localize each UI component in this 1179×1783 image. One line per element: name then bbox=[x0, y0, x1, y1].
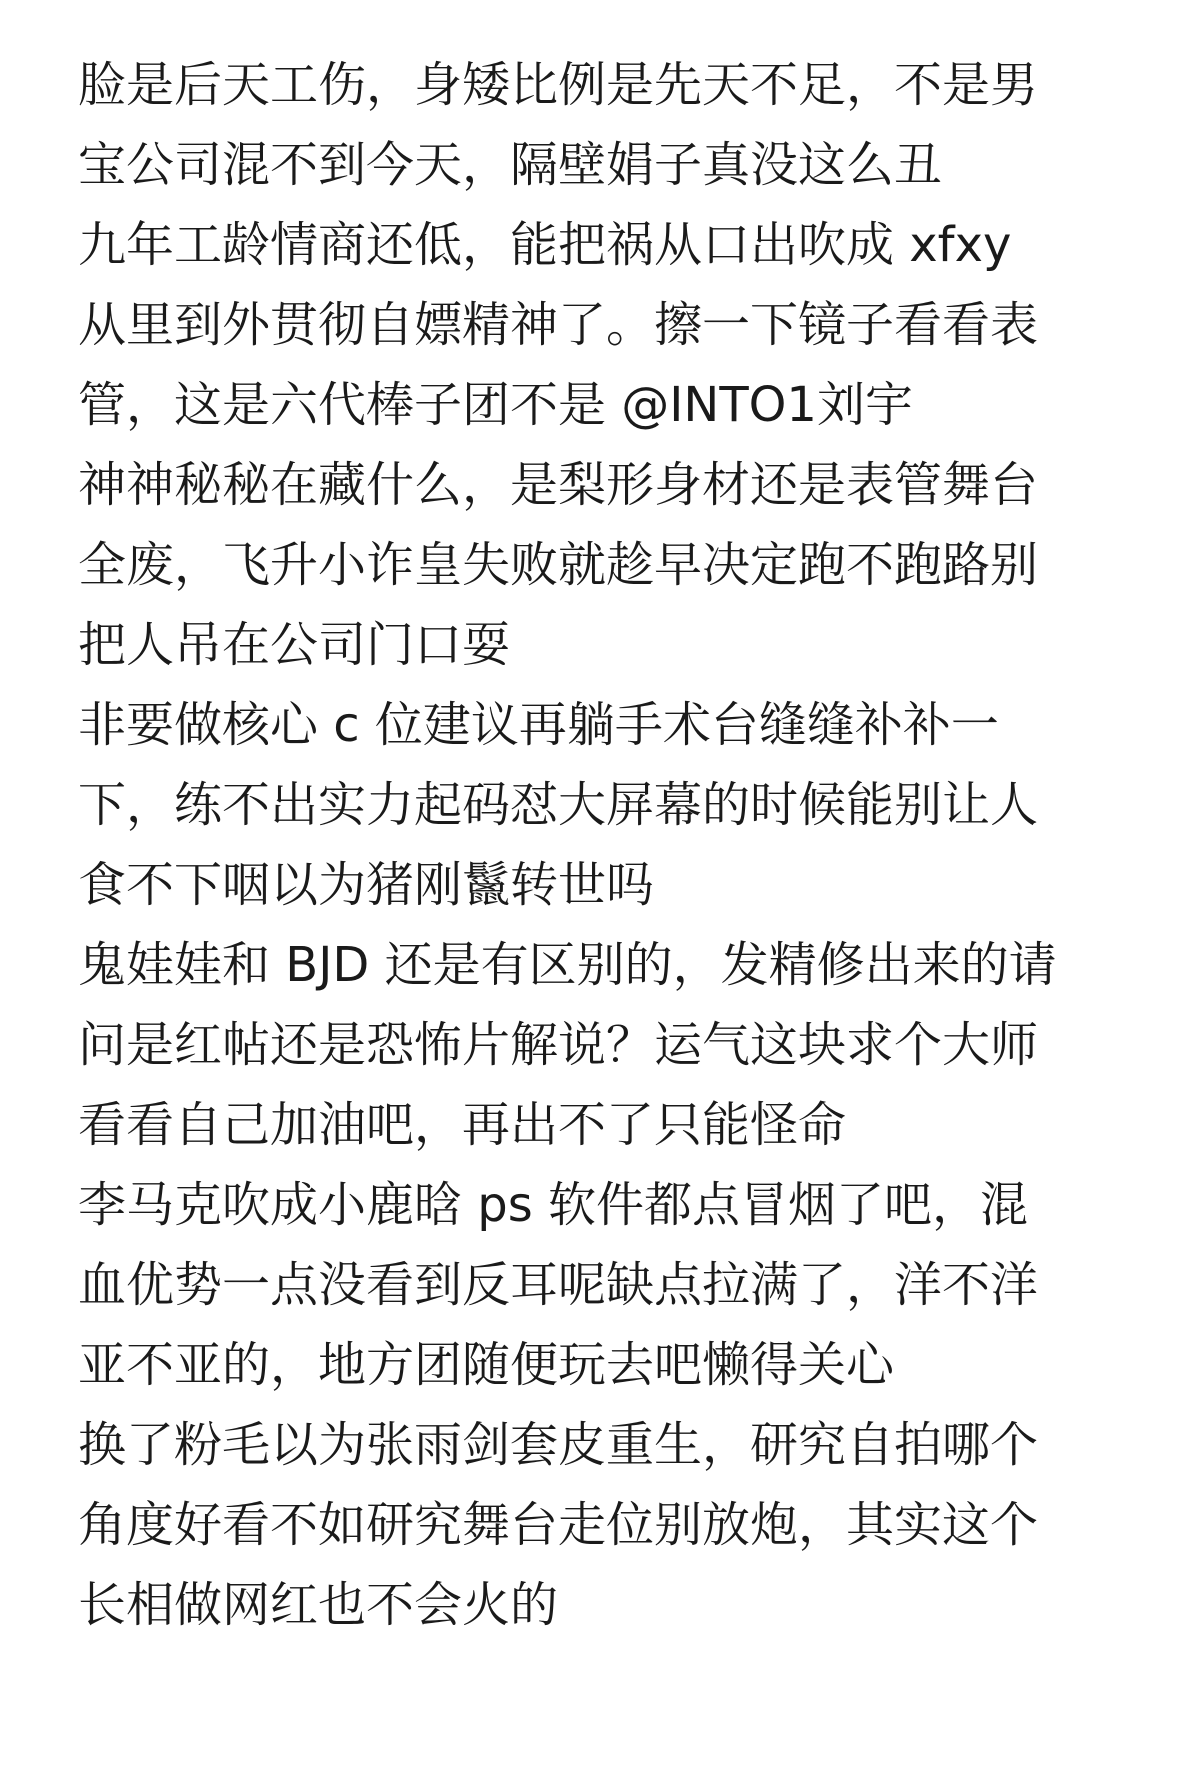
paragraph-1 bbox=[78, 45, 1118, 205]
paragraph-3 bbox=[78, 445, 1118, 685]
text-line: 全废，飞升小诈皇失败就趁早决定跑不跑路别 bbox=[78, 537, 1039, 593]
post-body bbox=[78, 45, 1118, 1645]
text-line: 从里到外贯彻自嫖精神了。擦一下镜子看看表 bbox=[78, 297, 1039, 353]
text-line: 李马克吹成小鹿晗 ps 软件都点冒烟了吧，混 bbox=[78, 1177, 1028, 1233]
text-line: 鬼娃娃和 BJD 还是有区别的，发精修出来的请 bbox=[78, 937, 1057, 993]
text-line: 换了粉毛以为张雨剑套皮重生，研究自拍哪个 bbox=[78, 1417, 1039, 1473]
text-line: 脸是后天工伤，身矮比例是先天不足，不是男 bbox=[78, 57, 1039, 113]
paragraph-6 bbox=[78, 1165, 1118, 1405]
paragraph-2 bbox=[78, 205, 1118, 445]
paragraph-4 bbox=[78, 685, 1118, 925]
text-line: 非要做核心 c 位建议再躺手术台缝缝补补一 bbox=[78, 697, 999, 753]
text-line: 宝公司混不到今天，隔壁娟子真没这么丑 bbox=[78, 137, 943, 193]
paragraph-5 bbox=[78, 925, 1118, 1165]
paragraph-7 bbox=[78, 1405, 1118, 1645]
text-line: 管，这是六代棒子团不是 @INTO1刘宇 bbox=[78, 377, 913, 433]
text-line: 问是红帖还是恐怖片解说？运气这块求个大师 bbox=[78, 1017, 1039, 1073]
text-line: 下，练不出实力起码怼大屏幕的时候能别让人 bbox=[78, 777, 1039, 833]
text-line: 神神秘秘在藏什么，是梨形身材还是表管舞台 bbox=[78, 457, 1039, 513]
text-line: 角度好看不如研究舞台走位别放炮，其实这个 bbox=[78, 1497, 1039, 1553]
text-line: 长相做网红也不会火的 bbox=[78, 1577, 559, 1633]
text-line: 食不下咽以为猪刚鬣转世吗 bbox=[78, 857, 655, 913]
text-line: 亚不亚的，地方团随便玩去吧懒得关心 bbox=[78, 1337, 895, 1393]
text-line: 血优势一点没看到反耳呢缺点拉满了，洋不洋 bbox=[78, 1257, 1039, 1313]
text-line: 把人吊在公司门口耍 bbox=[78, 617, 511, 673]
text-line: 九年工龄情商还低，能把祸从口出吹成 xfxy bbox=[78, 217, 1012, 273]
text-line: 看看自己加油吧，再出不了只能怪命 bbox=[78, 1097, 847, 1153]
